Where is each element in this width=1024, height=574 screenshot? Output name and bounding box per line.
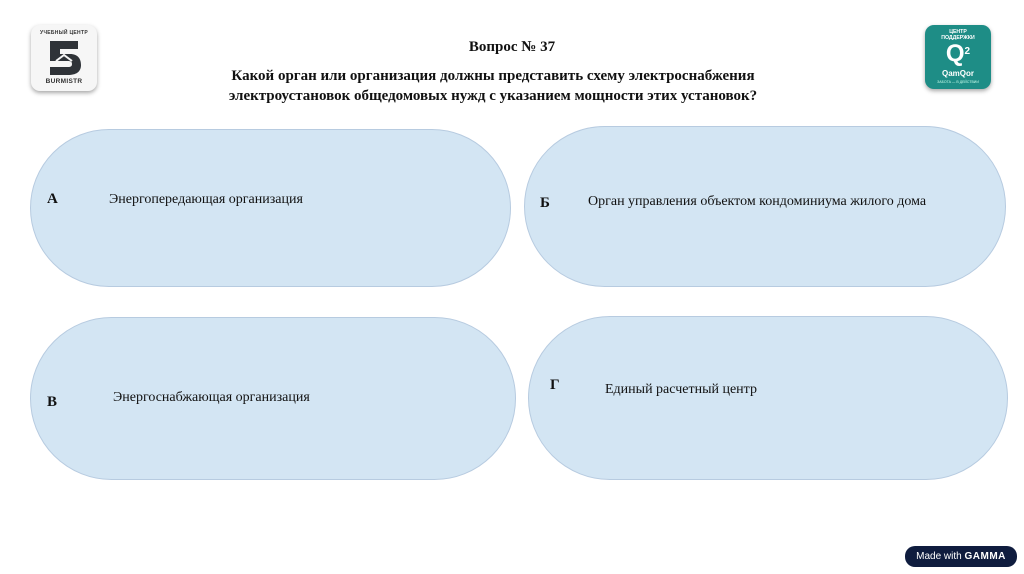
option-letter: Г: [550, 377, 560, 393]
burmistr-logo: [31, 25, 97, 91]
option-text: Орган управления объектом кондоминиума жилого дома: [588, 194, 927, 209]
badge-brand: GAMMA: [964, 551, 1006, 562]
question-line-1: Какой орган или организация должны представить схему электроснабжения: [231, 68, 755, 84]
logo-brand: QamQor: [941, 69, 974, 78]
logo-brand: BURMISTR: [45, 78, 83, 85]
question-title: Вопрос № 37: [468, 39, 556, 55]
made-with-gamma-badge[interactable]: [905, 546, 1017, 567]
logo-caption: ЦЕНТР ПОДДЕРЖКИ: [941, 29, 975, 41]
option-letter: Б: [540, 195, 550, 211]
option-text: Единый расчетный центр: [605, 382, 757, 397]
badge-prefix: Made with: [916, 551, 962, 562]
option-text: Энергопередающая организация: [109, 192, 303, 207]
question-text: [180, 66, 806, 106]
answer-option-g[interactable]: [528, 316, 1008, 480]
answer-option-a[interactable]: [30, 129, 511, 287]
answer-option-b[interactable]: [524, 126, 1006, 287]
logo-mark: $Q^2$: [945, 40, 971, 67]
logo-tagline: ЗАБОТА — В ДЕЙСТВИИ: [937, 80, 979, 84]
logo-caption: УЧЕБНЫЙ ЦЕНТР: [40, 30, 88, 36]
option-text: Энергоснабжающая организация: [113, 390, 310, 405]
option-letter: А: [47, 191, 58, 207]
option-letter: В: [47, 394, 58, 410]
qamqor-logo: [925, 25, 991, 89]
question-line-2: электроустановок общедомовых нужд с указанием мощности этих установок?: [228, 88, 758, 104]
answer-option-v[interactable]: [30, 317, 516, 480]
